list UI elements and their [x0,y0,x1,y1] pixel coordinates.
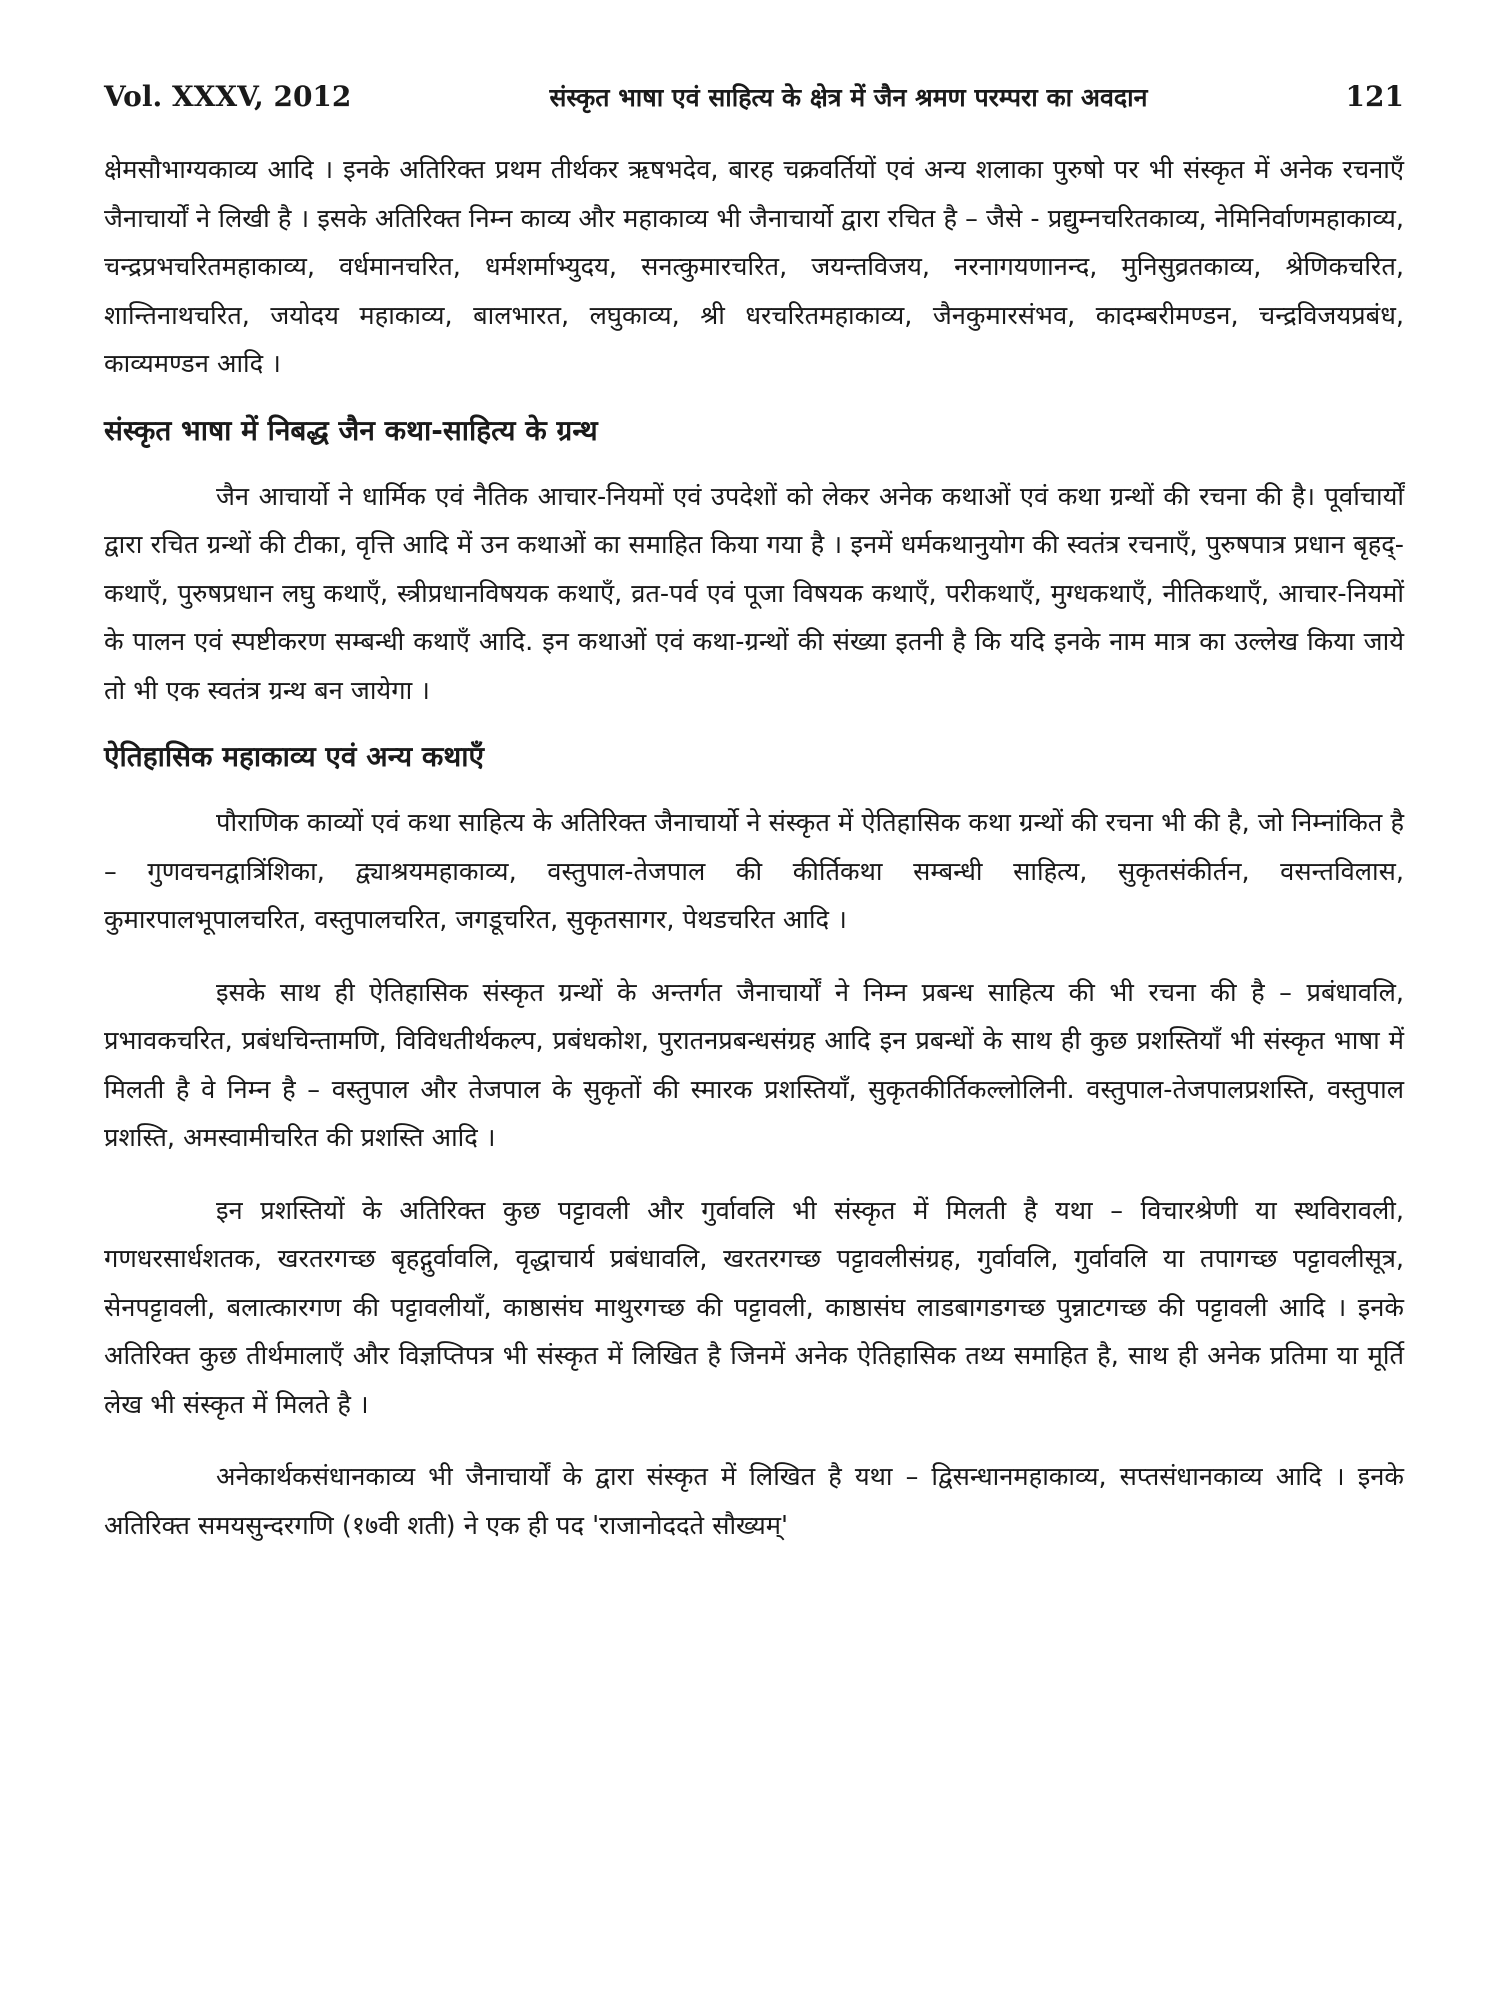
section-heading-jain-story-literature: संस्कृत भाषा में निबद्ध जैन कथा-साहित्य के ग्रन्थ [104,413,598,447]
page-number: 121 [1345,80,1404,113]
paragraph-2: जैन आचार्यो ने धार्मिक एवं नैतिक आचार-नियमों एवं उपदेशों को लेकर अनेक कथाओं एवं कथा ग्रन्थों की रचना की है। पूर्वाचार्यों द्वारा रचित ग्रन्थों की टीका, वृत्ति आदि में उन कथाओं का समाहित किया गया है । इनमें धर्मकथानुयोग की स्वतंत्र रचनाएँ, पुरुषपात्र प्रधान बृहद्-कथाएँ, पुरुषप्रधान लघु कथाएँ, स्त्रीप्रधानविषयक कथाएँ, व्रत-पर्व एवं पूजा विषयक कथाएँ, परीकथाएँ, मुग्धकथाएँ, नीतिकथाएँ, आचार-नियमों के पालन एवं स्पष्टीकरण सम्बन्धी कथाएँ आदि. इन कथाओं एवं कथा-ग्रन्थों की संख्या इतनी है कि यदि इनके नाम मात्र का उल्लेख किया जाये तो भी एक स्वतंत्र ग्रन्थ बन जायेगा । [104,481,1404,706]
paragraph-4: इसके साथ ही ऐतिहासिक संस्कृत ग्रन्थों के अन्तर्गत जैनाचार्यों ने निम्न प्रबन्ध साहित्य की भी रचना की है – प्रबंधावलि, प्रभावकचरित, प्रबंधचिन्तामणि, विविधतीर्थकल्प, प्रबंधकोश, पुरातनप्रबन्धसंग्रह आदि इन प्रबन्धों के साथ ही कुछ प्रशस्तियाँ भी संस्कृत भाषा में मिलती है वे निम्न है – वस्तुपाल और तेजपाल के सुकृतों की स्मारक प्रशस्तियाँ, सुकृतकीर्तिकल्लोलिनी. वस्तुपाल-तेजपालप्रशस्ति, वस्तुपाल प्रशस्ति, अमस्वामीचरित की प्रशस्ति आदि । [104,977,1404,1153]
section-heading-historical-epics: ऐतिहासिक महाकाव्य एवं अन्य कथाएँ [104,740,485,773]
paragraph-6: अनेकार्थकसंधानकाव्य भी जैनाचार्यों के द्वारा संस्कृत में लिखित है यथा – द्विसन्धानमहाकाव्य, सप्तसंधानकाव्य आदि । इनके अतिरिक्त समयसुन्दरगणि (१७वी शती) ने एक ही पद 'राजानोददते सौख्यम्' [104,1462,1404,1541]
document-page [104,80,1404,1550]
paragraph-1: क्षेमसौभाग्यकाव्य आदि । इनके अतिरिक्त प्रथम तीर्थकर ऋषभदेव, बारह चक्रवर्तियों एवं अन्य शलाका पुरुषो पर भी संस्कृत में अनेक रचनाएँ जैनाचार्यों ने लिखी है । इसके अतिरिक्त निम्न काव्य और महाकाव्य भी जैनाचार्यो द्वारा रचित है – जैसे - प्रद्युम्नचरितकाव्य, नेमिनिर्वाणमहाकाव्य, चन्द्रप्रभचरितमहाकाव्य, वर्धमानचरित, धर्मशर्माभ्युदय, सनत्कुमारचरित, जयन्तविजय, नरनागयणानन्द, मुनिसुव्रतकाव्य, श्रेणिकचरित, शान्तिनाथचरित, जयोदय महाकाव्य, बालभारत, लघुकाव्य, श्री धरचरितमहाकाव्य, जैनकुमारसंभव, कादम्बरीमण्डन, चन्द्रविजयप्रबंध, काव्यमण्डन आदि । [104,155,1404,379]
paragraph-3: पौराणिक काव्यों एवं कथा साहित्य के अतिरिक्त जैनाचार्यो ने संस्कृत में ऐतिहासिक कथा ग्रन्थों की रचना भी की है, जो निम्नांकित है – गुणवचनद्वात्रिंशिका, द्व्याश्रयमहाकाव्य, वस्तुपाल-तेजपाल की कीर्तिकथा सम्बन्धी साहित्य, सुकृतसंकीर्तन, वसन्तविलास, कुमारपालभूपालचरित, वस्तुपालचरित, जगडूचरित, सुकृतसागर, पेथडचरित आदि । [104,808,1404,935]
page-header [104,80,1404,130]
paragraph-5: इन प्रशस्तियों के अतिरिक्त कुछ पट्टावली और गुर्वावलि भी संस्कृत में मिलती है यथा – विचारश्रेणी या स्थविरावली, गणधरसार्धशतक, खरतरगच्छ बृहद्गुर्वावलि, वृद्धाचार्य प्रबंधावलि, खरतरगच्छ पट्टावलीसंग्रह, गुर्वावलि, गुर्वावलि या तपागच्छ पट्टावलीसूत्र, सेनपट्टावली, बलात्कारगण की पट्टावलीयाँ, काष्ठासंघ माथुरगच्छ की पट्टावली, काष्ठासंघ लाडबागडगच्छ पुन्नाटगच्छ की पट्टावली आदि । इनके अतिरिक्त कुछ तीर्थमालाएँ और विज्ञप्तिपत्र भी संस्कृत में लिखित है जिनमें अनेक ऐतिहासिक तथ्य समाहित है, साथ ही अनेक प्रतिमा या मूर्ति लेख भी संस्कृत में मिलते है । [104,1195,1404,1420]
running-title: संस्कृत भाषा एवं साहित्य के क्षेत्र में जैन श्रमण परम्परा का अवदान [549,83,1148,112]
journal-volume: Vol. XXXV, 2012 [104,80,352,113]
